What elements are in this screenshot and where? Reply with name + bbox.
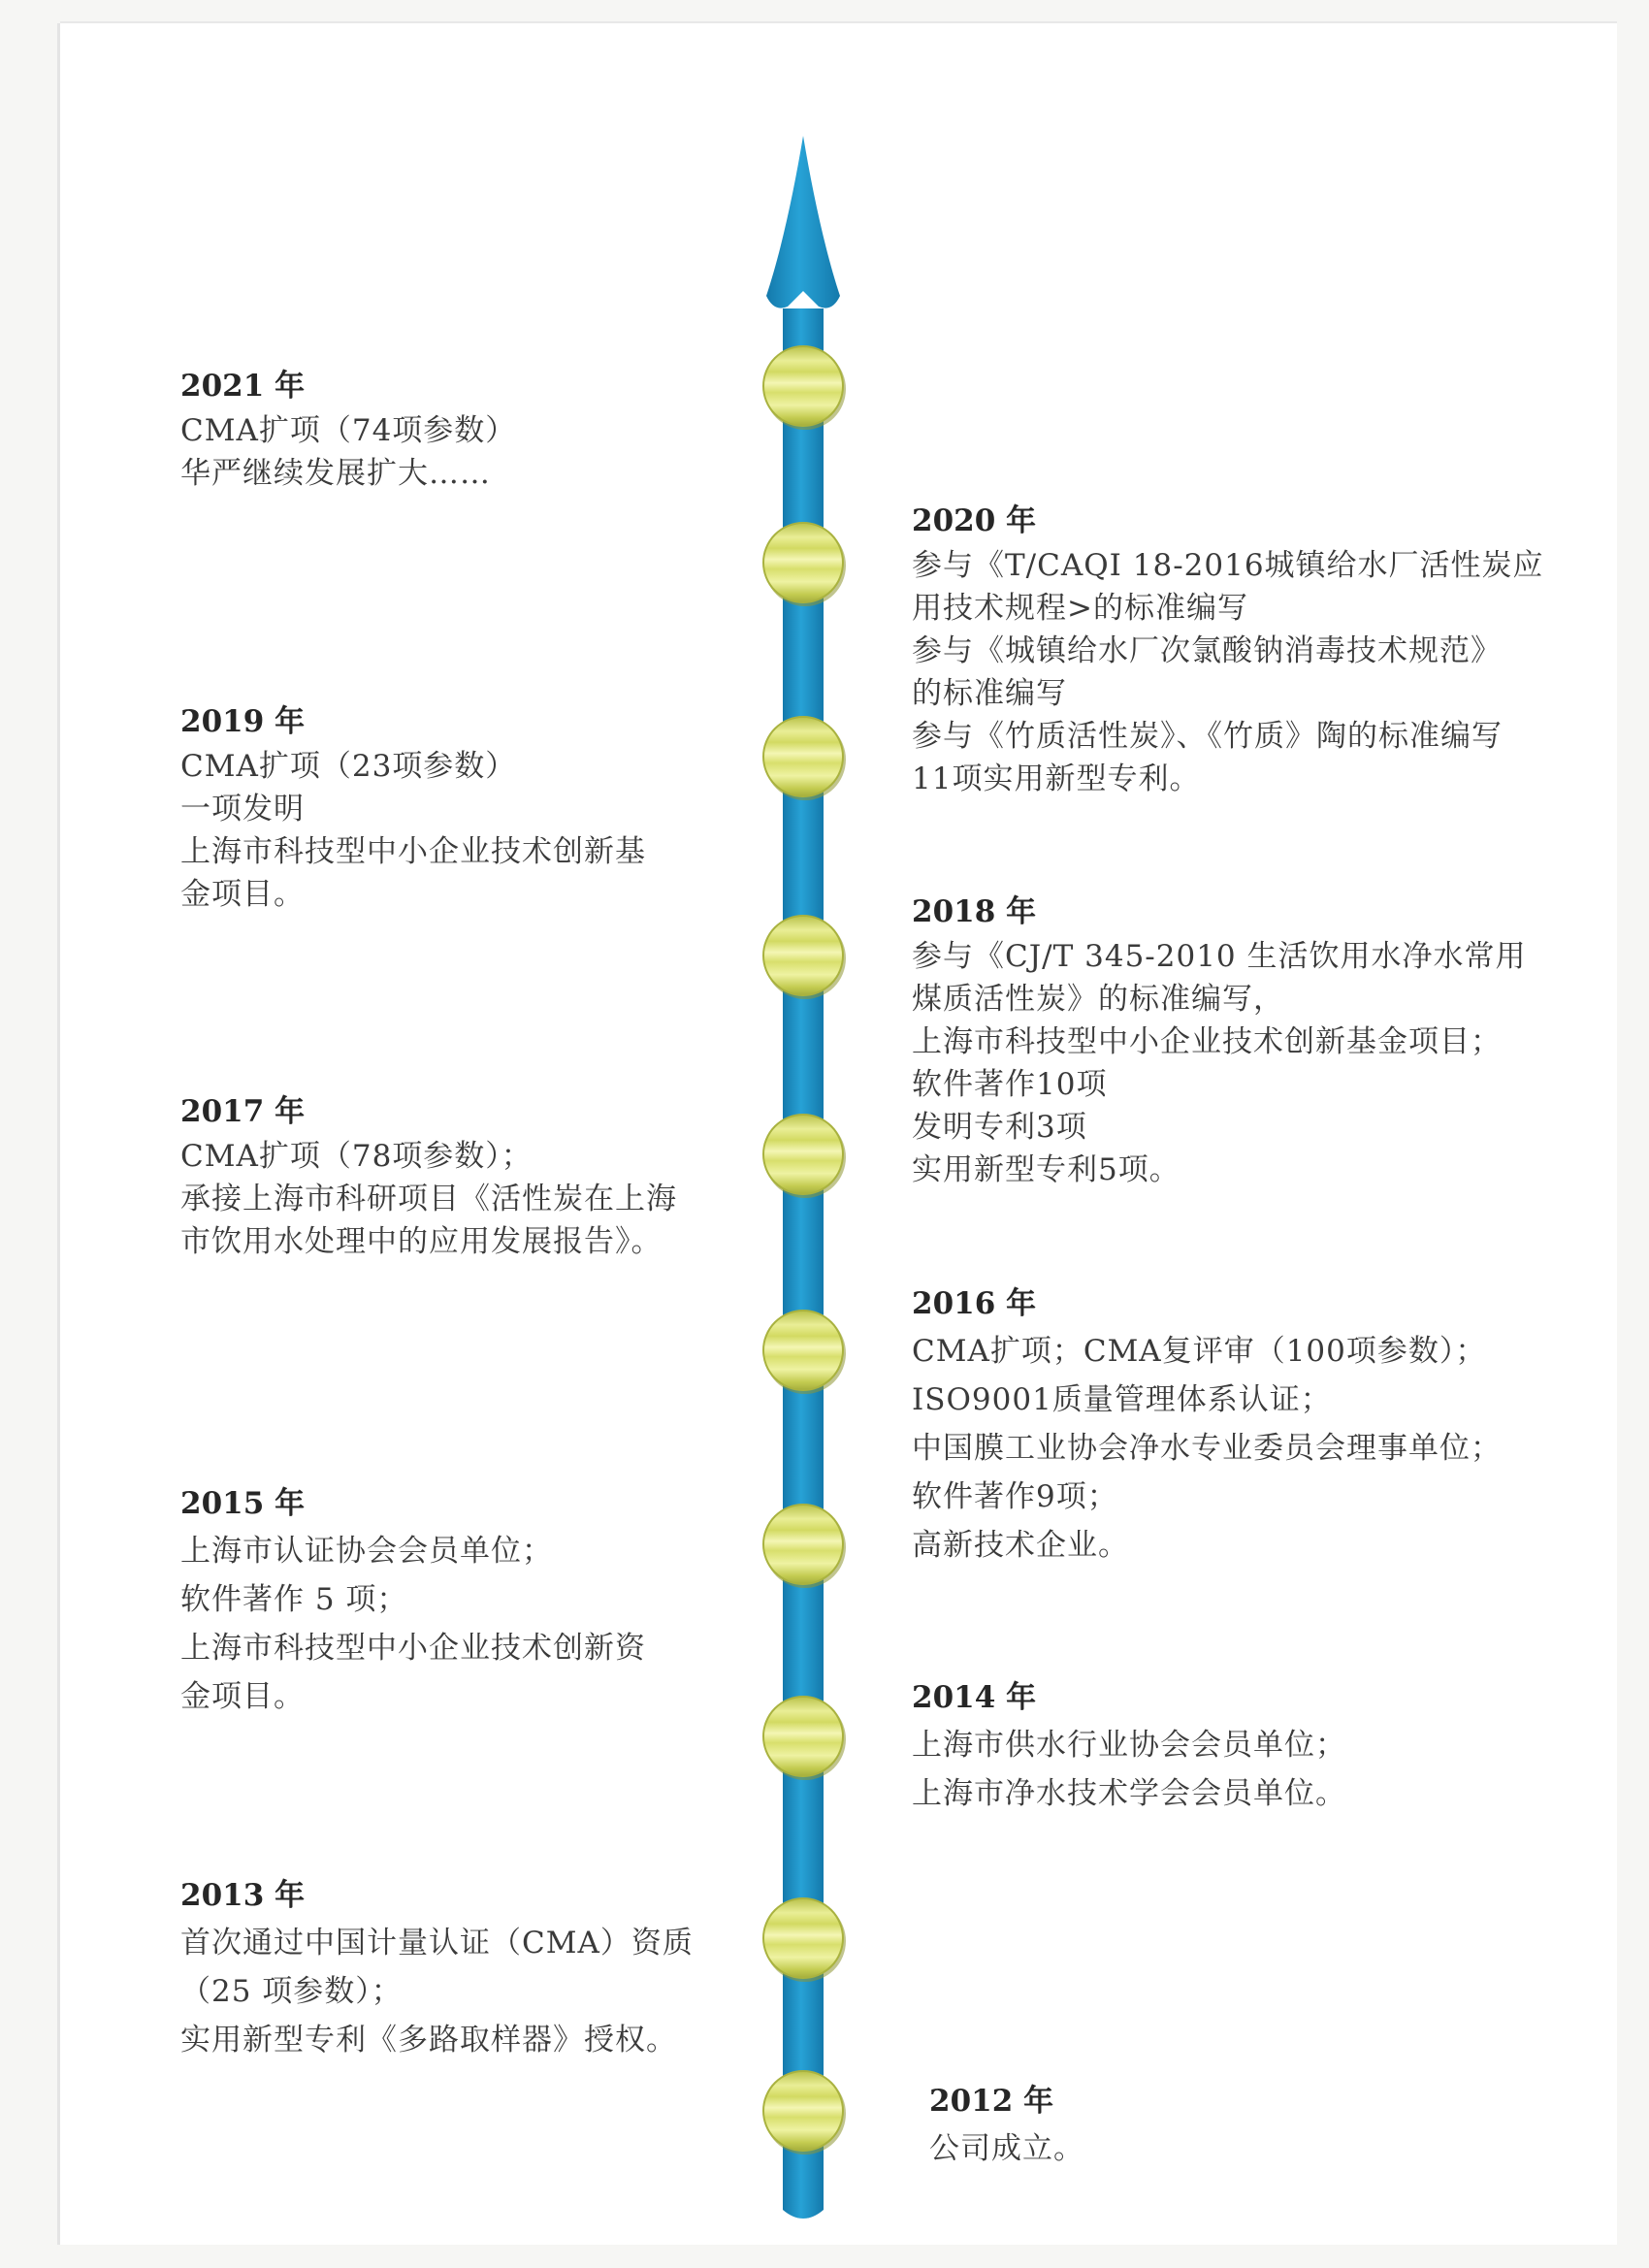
entry-line: 发明专利3项 [912, 1110, 1087, 1145]
entry-line: 上海市科技型中小企业技术创新基金项目； [912, 1024, 1502, 1059]
entry-line: 参与《城镇给水厂次氯酸钠消毒技术规范》 [912, 633, 1502, 668]
entry-line: （25 项参数）； [180, 1974, 403, 2009]
entry-line: 金项目。 [180, 1679, 305, 1714]
timeline-entry-2012 [929, 2080, 1084, 2173]
entry-line: 首次通过中国计量认证（CMA）资质 [180, 1926, 694, 1960]
timeline-entry-2019 [180, 700, 646, 916]
timeline-bead-2014 [763, 1697, 846, 1780]
entry-line: 实用新型专利《多路取样器》授权。 [180, 2023, 677, 2057]
entry-line: 的标准编写 [912, 676, 1067, 711]
entry-line: 上海市净水技术学会会员单位。 [912, 1776, 1346, 1811]
timeline-entry-2015 [180, 1482, 646, 1721]
entry-year: 2018 年 [912, 894, 1037, 929]
entry-line: 上海市认证协会会员单位； [180, 1534, 553, 1569]
entry-line: 承接上海市科研项目《活性炭在上海 [180, 1182, 677, 1216]
entry-line: 一项发明 [180, 792, 305, 826]
entry-year: 2021 年 [180, 369, 306, 404]
entry-line: 金项目。 [180, 877, 305, 912]
entry-line: 软件著作 5 项； [180, 1582, 408, 1617]
entry-year: 2017 年 [180, 1094, 306, 1129]
entry-line: 华严继续发展扩大…… [180, 456, 491, 491]
entry-line: 公司成立。 [929, 2131, 1084, 2166]
timeline-entry-2013 [180, 1874, 694, 2064]
entry-line: 软件著作9项； [912, 1479, 1118, 1514]
timeline-entry-2017 [180, 1090, 677, 1263]
entry-year: 2019 年 [180, 704, 306, 739]
timeline-bead-2018 [763, 916, 846, 999]
timeline-bead-2019 [763, 717, 846, 800]
entry-year: 2015 年 [180, 1486, 306, 1521]
timeline-bead-2017 [763, 1115, 846, 1198]
timeline-entry-2021 [180, 365, 516, 495]
timeline-bead-2021 [763, 346, 846, 430]
entry-year: 2020 年 [912, 503, 1037, 538]
entry-line: 用技术规程>的标准编写 [912, 591, 1248, 626]
entry-line: 上海市科技型中小企业技术创新基 [180, 834, 646, 869]
entry-line: CMA扩项（23项参数） [180, 749, 517, 784]
entry-line: 11项实用新型专利。 [912, 761, 1201, 796]
entry-line: 市饮用水处理中的应用发展报告》。 [180, 1224, 663, 1259]
entry-line: 参与《竹质活性炭》、《竹质》陶的标准编写 [912, 719, 1503, 754]
timeline-entry-2016 [912, 1282, 1502, 1570]
entry-line: CMA扩项（74项参数） [180, 413, 517, 448]
entry-line: 中国膜工业协会净水专业委员会理事单位； [912, 1431, 1502, 1466]
entry-line: 煤质活性炭》的标准编写， [912, 982, 1284, 1017]
entry-line: 参与《CJ/T 345-2010 生活饮用水净水常用 [912, 939, 1527, 974]
timeline-bead-2016 [763, 1311, 846, 1394]
entry-line: 上海市供水行业协会会员单位； [912, 1728, 1346, 1763]
timeline-entry-2014 [912, 1676, 1346, 1818]
entry-line: CMA扩项（78项参数）； [180, 1139, 533, 1174]
entry-line: 参与《T/CAQI 18-2016城镇给水厂活性炭应 [912, 548, 1544, 583]
entry-line: 实用新型专利5项。 [912, 1152, 1180, 1187]
entry-year: 2014 年 [912, 1680, 1037, 1715]
entry-line: 上海市科技型中小企业技术创新资 [180, 1631, 646, 1666]
entry-line: 软件著作10项 [912, 1067, 1108, 1102]
entry-year: 2016 年 [912, 1286, 1037, 1321]
entry-year: 2012 年 [929, 2084, 1054, 2119]
entry-line: 高新技术企业。 [912, 1528, 1129, 1563]
entry-line: CMA扩项；CMA复评审（100项参数）； [912, 1334, 1487, 1369]
timeline-entry-2018 [912, 891, 1527, 1191]
timeline-entry-2020 [912, 500, 1544, 800]
timeline-bead-2012 [763, 2071, 846, 2155]
entry-line: ISO9001质量管理体系认证； [912, 1382, 1332, 1417]
timeline-bead-2013 [763, 1898, 846, 1982]
entry-year: 2013 年 [180, 1878, 306, 1913]
timeline-bead-2015 [763, 1505, 846, 1588]
timeline-bead-2020 [763, 523, 846, 606]
